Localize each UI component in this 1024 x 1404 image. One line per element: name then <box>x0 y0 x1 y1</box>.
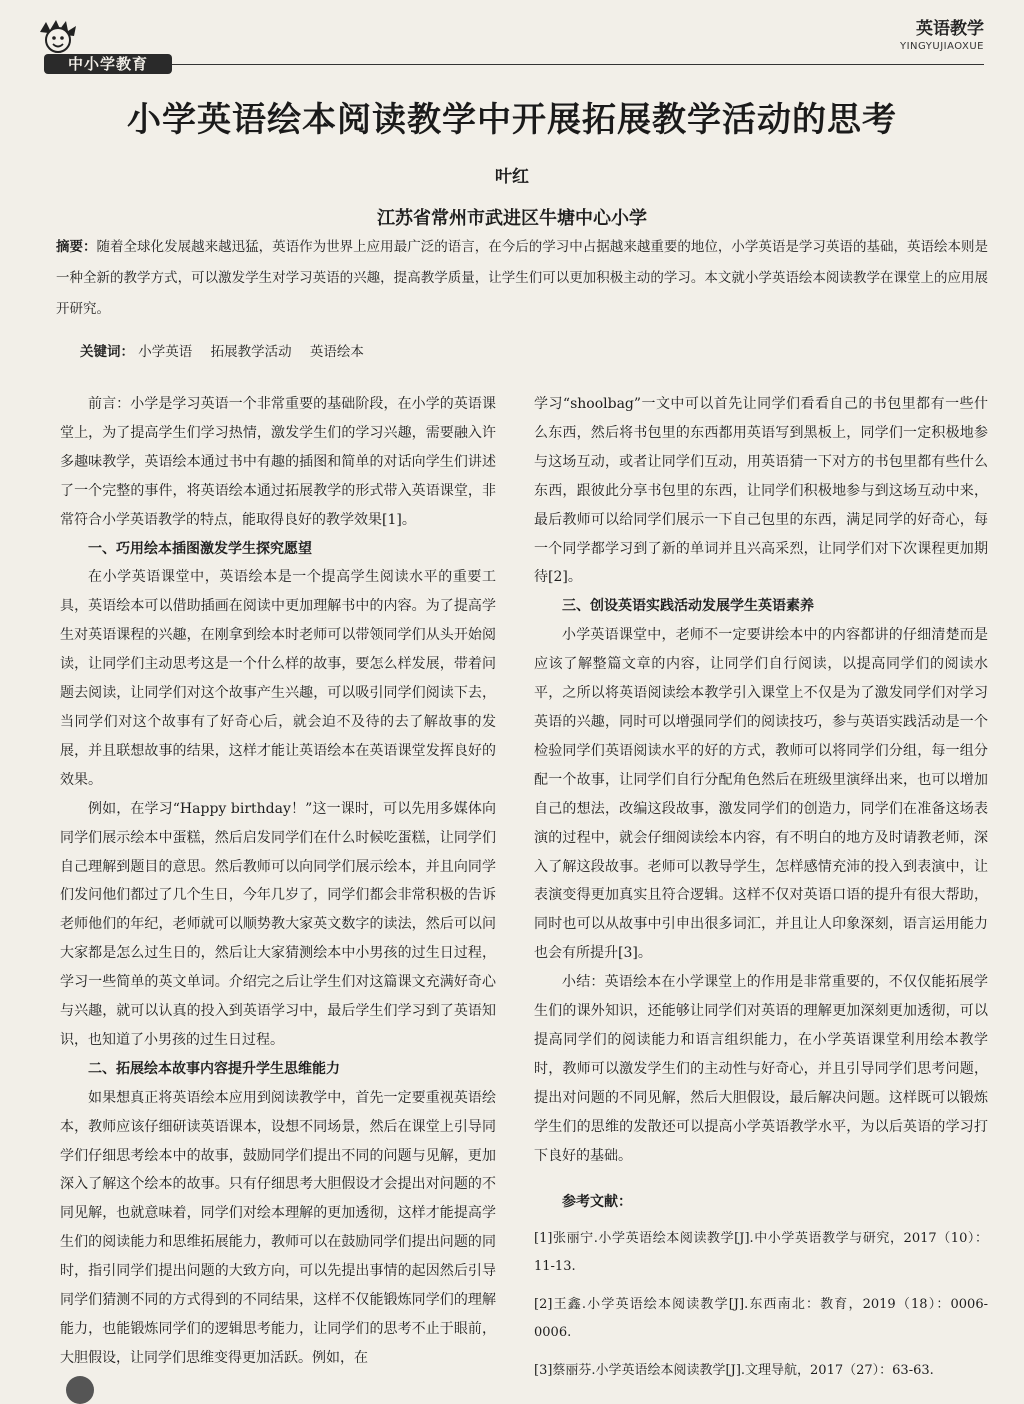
summary-paragraph: 小结：英语绘本在小学课堂上的作用是非常重要的，不仅仅能拓展学生们的课外知识，还能够让同学们对英语的理解更加深刻更加透彻，可以提高同学们的阅读能力和语言组织能力，在小学英语课堂利用绘本教学时，教师可以激发学生们的主动性与好奇心，并且引导同学们思考问题，提出对问题的不同见解，然后大胆假设，最后解决问题。这样既可以锻炼学生们的思维的发散还可以提高小学英语教学水平，为以后英语的学习打下良好的基础。 <box>534 974 988 1164</box>
reference-item: [1]张丽宁.小学英语绘本阅读教学[J].中小学英语教学与研究，2017（10）：11-13. <box>534 1231 988 1275</box>
keywords-label: 关键词： <box>80 344 134 360</box>
body-paragraph: 例如，在学习“Happy birthday！”这一课时，可以先用多媒体向同学们展示绘本中蛋糕，然后启发同学们在什么时候吃蛋糕，让同学们自己理解到题目的意思。然后教师可以向同学们展示绘本，并且向同学们发问他们都过了几个生日，今年几岁了，同学们都会非常积极的告诉老师他们的年纪，老师就可以顺势教大家英文数字的读法，然后可以问大家都是怎么过生日的，然后让大家猜测绘本中小男孩的过生日过程，学习一些简单的英文单词。介绍完之后让学生们对这篇课文充满好奇心与兴趣，就可以认真的投入到英语学习中，最后学生们学习到了英语知识，也知道了小男孩的过生日过程。 <box>60 800 496 1048</box>
abstract-text: 随着全球化发展越来越迅猛，英语作为世界上应用最广泛的语言，在今后的学习中占据越来越重要的地位，小学英语是学习英语的基础，英语绘本则是一种全新的教学方式，可以激发学生对学习英语的兴趣，提高教学质量，让学生们可以更加积极主动的学习。本文就小学英语绘本阅读教学在课堂上的应用展开研究。 <box>56 239 989 317</box>
keywords <box>80 340 378 360</box>
section-heading-3: 三、创设英语实践活动发展学生英语素养 <box>562 598 814 615</box>
intro-paragraph: 前言：小学是学习英语一个非常重要的基础阶段，在小学的英语课堂上，为了提高学生们学习热情，激发学生们的学习兴趣，需要融入许多趣味教学，英语绘本通过书中有趣的插图和简单的对话向学生们讲述了一个完整的事件，将英语绘本通过拓展教学的形式带入英语课堂，非常符合小学英语教学的特点，能取得良好的教学效果[1]。 <box>60 396 496 528</box>
author-affiliation: 江苏省常州市武进区牛塘中心小学 <box>377 208 647 229</box>
reference-item: [2]王鑫.小学英语绘本阅读教学[J].东西南北：教育，2019（18）：0006-0006. <box>534 1297 988 1341</box>
references <box>534 1188 988 1385</box>
section-heading-2: 二、拓展绘本故事内容提升学生思维能力 <box>88 1060 340 1077</box>
section-heading-1: 一、巧用绘本插图激发学生探究愿望 <box>88 540 312 557</box>
keyword: 拓展教学活动 <box>210 344 292 360</box>
page-corner-mark <box>66 1376 94 1404</box>
journal-section-title: 英语教学 <box>916 19 984 39</box>
keyword: 小学英语 <box>138 344 193 360</box>
mascot-logo-icon <box>36 18 82 58</box>
running-head <box>900 14 984 52</box>
journal-section-pinyin: YINGYUJIAOXUE <box>900 41 984 52</box>
article-author: 叶红 <box>495 167 529 187</box>
article-title: 小学英语绘本阅读教学中开展拓展教学活动的思考 <box>127 100 897 140</box>
body-paragraph: 在小学英语课堂中，英语绘本是一个提高学生阅读水平的重要工具，英语绘本可以借助插画在阅读中更加理解书中的内容。为了提高学生对英语课程的兴趣，在刚拿到绘本时老师可以带领同学们从头开始阅读，让同学们主动思考这是一个什么样的故事，要怎么样发展，带着问题去阅读，让同学们对这个故事产生兴趣，可以吸引同学们阅读下去，当同学们对这个故事有了好奇心后，就会迫不及待的去了解故事的发展，并且联想故事的结果，这样才能让英语绘本在英语课堂发挥良好的效果。 <box>60 569 496 788</box>
body-column-right <box>534 390 988 1395</box>
header-rule <box>172 64 984 65</box>
body-paragraph-continued: 学习“shoolbag”一文中可以首先让同学们看看自己的书包里都有一些什么东西，然后将书包里的东西都用英语写到黑板上，同学们一定积极地参与这场互动，或者让同学们互动，用英语猜一下对方的书包里都有些什么东西，跟彼此分享书包里的东西，让同学们积极地参与到这场互动中来，最后教师可以给同学们展示一下自己包里的东西，满足同学的好奇心，每一个同学都学习到了新的单词并且兴高采烈，让同学们对下次课程更加期待[2]。 <box>534 396 988 586</box>
section-banner: 中小学教育 <box>44 54 172 74</box>
keyword: 英语绘本 <box>309 344 364 360</box>
body-paragraph: 如果想真正将英语绘本应用到阅读教学中，首先一定要重视英语绘本，教师应该仔细研读英语课本，设想不同场景，然后在课堂上引导同学们仔细思考绘本中的故事，鼓励同学们提出不同的问题与见解，更加深入了解这个绘本的故事。只有仔细思考大胆假设才会提出对问题的不同见解，也就意味着，同学们对绘本理解的更加透彻，这样才能提高学生们的阅读能力和思维拓展能力，教师可以在鼓励同学们提出问题的同时，指引同学们提出问题的大致方向，可以先提出事情的起因然后引导同学们猜测不同的方式得到的不同结果，这样不仅能锻炼同学们的理解能力，也能锻炼同学们的逻辑思考能力，让同学们的思考不止于眼前，大胆假设，让同学们思维变得更加活跃。例如，在 <box>60 1089 496 1366</box>
references-title: 参考文献： <box>562 1194 632 1211</box>
body-column-left <box>60 390 496 1373</box>
abstract <box>56 232 988 325</box>
abstract-label: 摘要： <box>56 239 97 255</box>
body-paragraph: 小学英语课堂中，老师不一定要讲绘本中的内容都讲的仔细清楚而是应该了解整篇文章的内容，让同学们自行阅读，以提高同学们的阅读水平，之所以将英语阅读绘本教学引入课堂上不仅是为了激发同学们对学习英语的兴趣，同时可以增强同学们的阅读技巧，参与英语实践活动是一个检验同学们英语阅读水平的好的方式，教师可以将同学们分组，每一组分配一个故事，让同学们自行分配角色然后在班级里演绎出来，也可以增加自己的想法，改编这段故事，激发同学们的创造力，同学们在准备这场表演的过程中，就会仔细阅读绘本内容，有不明白的地方及时请教老师，深入了解这段故事。老师可以教导学生，怎样感情充沛的投入到表演中，让表演变得更加真实且符合逻辑。这样不仅对英语口语的提升有很大帮助，同时也可以从故事中引申出很多词汇，并且让人印象深刻，语言运用能力也会有所提升[3]。 <box>534 627 988 962</box>
reference-item: [3]蔡丽芬.小学英语绘本阅读教学[J].文理导航，2017（27）：63-63. <box>534 1363 934 1379</box>
